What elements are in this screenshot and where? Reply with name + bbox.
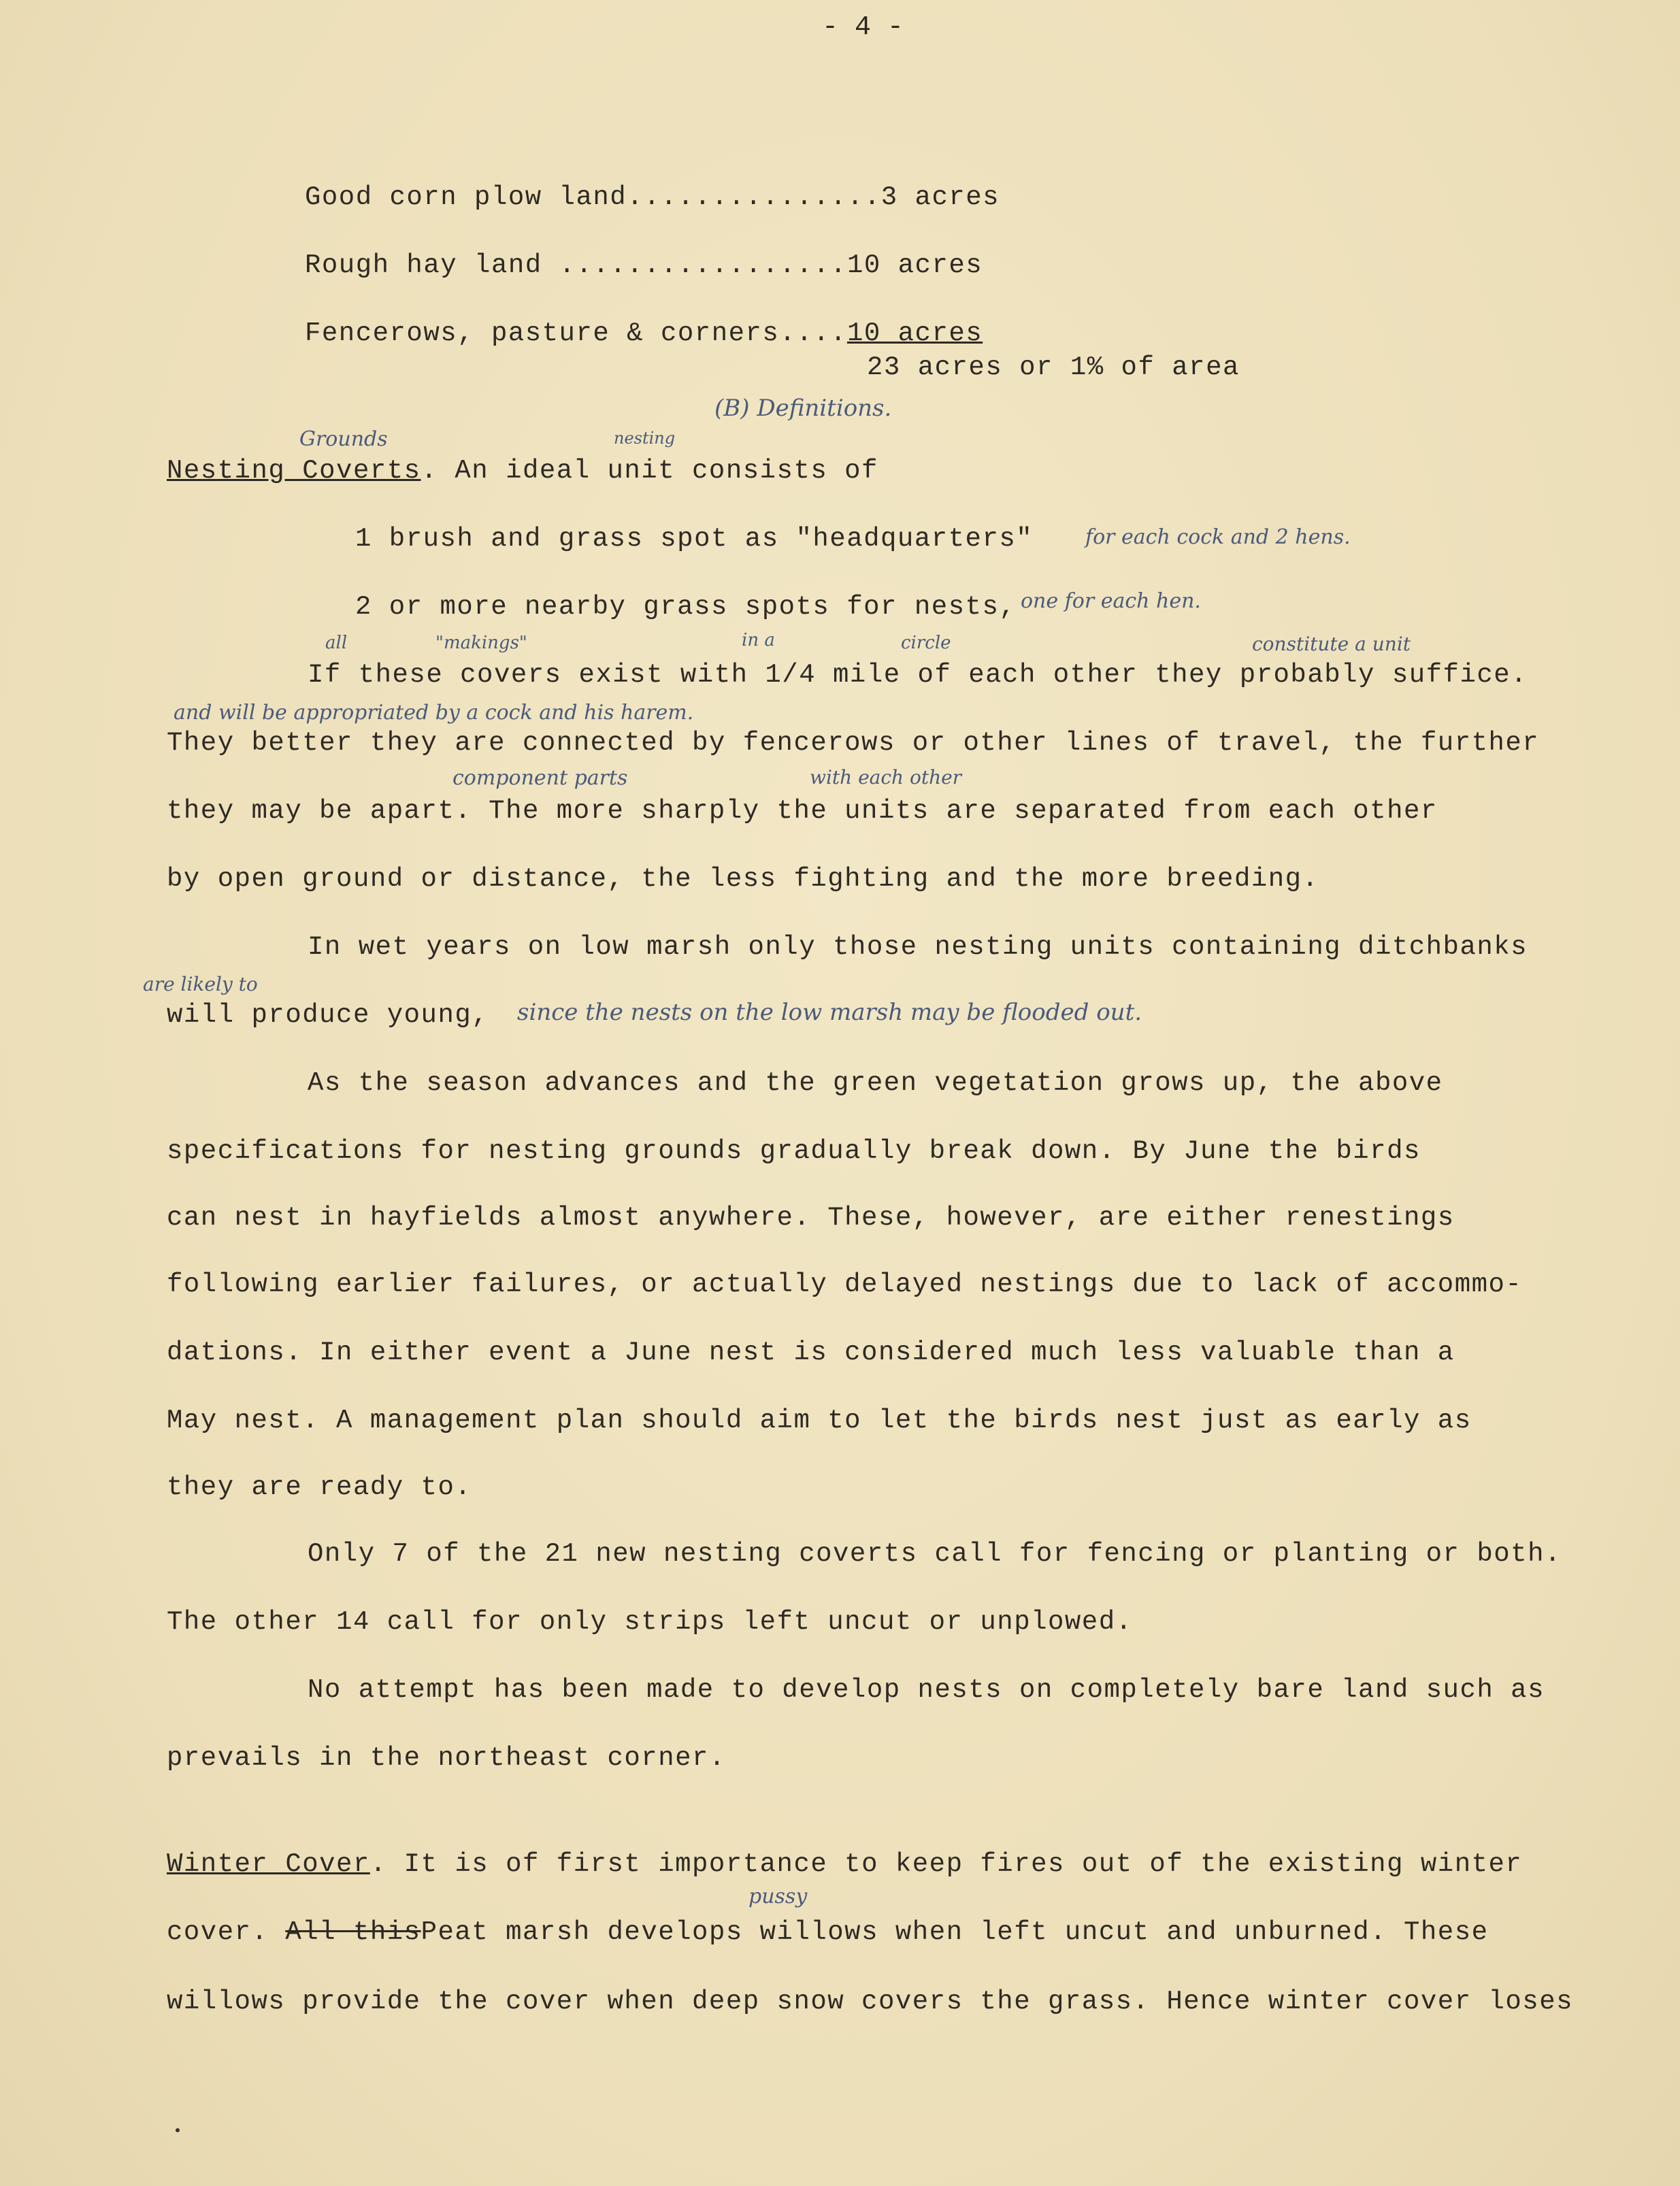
paragraph-2-line-1: They better they are connected by fencerows or other lines of travel, the further xyxy=(167,728,1540,758)
annotation-all: all xyxy=(325,633,348,653)
margin-mark xyxy=(176,2128,180,2132)
paragraph-4-line-3: can nest in hayfields almost anywhere. These, however, are either renestings xyxy=(167,1203,1455,1233)
paragraph-2-line-3: by open ground or distance, the less fighting and the more breeding. xyxy=(167,864,1319,894)
acreage-row-1 xyxy=(305,182,1000,212)
annotation-flooded: since the nests on the low marsh may be flooded out. xyxy=(517,999,1142,1026)
annotation-nesting: nesting xyxy=(614,429,676,448)
paragraph-6-line-1: No attempt has been made to develop nests on completely bare land such as xyxy=(308,1675,1545,1705)
annotation-grounds: Grounds xyxy=(299,427,388,451)
paragraph-6-line-2: prevails in the northeast corner. xyxy=(167,1743,726,1773)
annotation-makings: "makings" xyxy=(435,633,527,653)
section-heading: Winter Cover xyxy=(167,1849,370,1879)
annotation-each-other: with each other xyxy=(810,766,962,789)
acreage-label: Rough hay land xyxy=(305,250,542,280)
paragraph-4-line-1: As the season advances and the green vegetation grows up, the above xyxy=(308,1068,1443,1098)
item-headquarters: 1 brush and grass spot as "headquarters" xyxy=(355,524,1034,554)
acreage-label: Fencerows, pasture & corners xyxy=(305,318,780,348)
struck-text: All this xyxy=(285,1917,421,1947)
section-heading: Nesting Coverts xyxy=(167,456,421,486)
annotation-definitions: (B) Definitions. xyxy=(714,395,892,422)
acreage-value: 3 acres xyxy=(880,182,1000,212)
page-number: - 4 - xyxy=(822,12,904,43)
paragraph-3-line-2: will produce young, xyxy=(167,1000,489,1030)
nesting-heading-line xyxy=(167,456,878,486)
paragraph-4-line-6: May nest. A management plan should aim to let the birds nest just as early as xyxy=(167,1406,1472,1436)
annotation-component: component parts xyxy=(452,766,628,790)
paragraph-4-line-2: specifications for nesting grounds gradually break down. By June the birds xyxy=(167,1136,1421,1166)
winter-line-2: cover. All thisPeat marsh develops willows when left uncut and unburned. These xyxy=(167,1917,1489,1947)
annotation-harem: and will be appropriated by a cock and his harem. xyxy=(174,701,694,725)
paragraph-5-line-2: The other 14 call for only strips left uncut or unplowed. xyxy=(167,1607,1133,1637)
annotation-circle: circle xyxy=(901,633,951,653)
acreage-total: 23 acres or 1% of area xyxy=(867,352,1240,382)
paragraph-5-line-1: Only 7 of the 21 new nesting coverts call for fencing or planting or both. xyxy=(308,1539,1562,1569)
acreage-value: 10 acres xyxy=(846,250,983,280)
item-grass-spots: 2 or more nearby grass spots for nests, xyxy=(355,592,1017,622)
annotation-constitute: constitute a unit xyxy=(1252,633,1411,655)
leader-dots: .... xyxy=(779,318,847,348)
paragraph-4-line-4: following earlier failures, or actually delayed nestings due to lack of accommo- xyxy=(167,1270,1523,1299)
paragraph-1: If these covers exist with 1/4 mile of each other they probably suffice. xyxy=(308,660,1528,690)
winter-line-3: willows provide the cover when deep snow covers the grass. Hence winter cover loses xyxy=(167,1987,1574,2017)
paragraph-3-line-1: In wet years on low marsh only those nesting units containing ditchbanks xyxy=(308,932,1528,962)
annotation-likely: are likely to xyxy=(143,973,258,995)
acreage-row-3 xyxy=(305,318,983,348)
acreage-label: Good corn plow land xyxy=(305,182,627,212)
acreage-row-2 xyxy=(305,250,983,280)
annotation-in-a: in a xyxy=(742,630,775,650)
winter-heading-line xyxy=(167,1849,1522,1879)
annotation-item1: for each cock and 2 hens. xyxy=(1085,525,1351,549)
paragraph-4-line-7: they are ready to. xyxy=(167,1472,472,1502)
acreage-value: 10 acres xyxy=(846,318,983,348)
winter-text: . It is of first importance to keep fires out of the existing winter xyxy=(369,1849,1523,1879)
leader-dots: ................. xyxy=(542,250,847,280)
leader-dots: ............... xyxy=(627,182,881,212)
paragraph-4-line-5: dations. In either event a June nest is considered much less valuable than a xyxy=(167,1338,1455,1368)
paragraph-2-line-2: they may be apart. The more sharply the units are separated from each other xyxy=(167,796,1438,826)
intro-text: . An ideal unit consists of xyxy=(421,456,878,486)
annotation-item2: one for each hen. xyxy=(1021,589,1201,613)
annotation-pussy: pussy xyxy=(748,1885,808,1908)
